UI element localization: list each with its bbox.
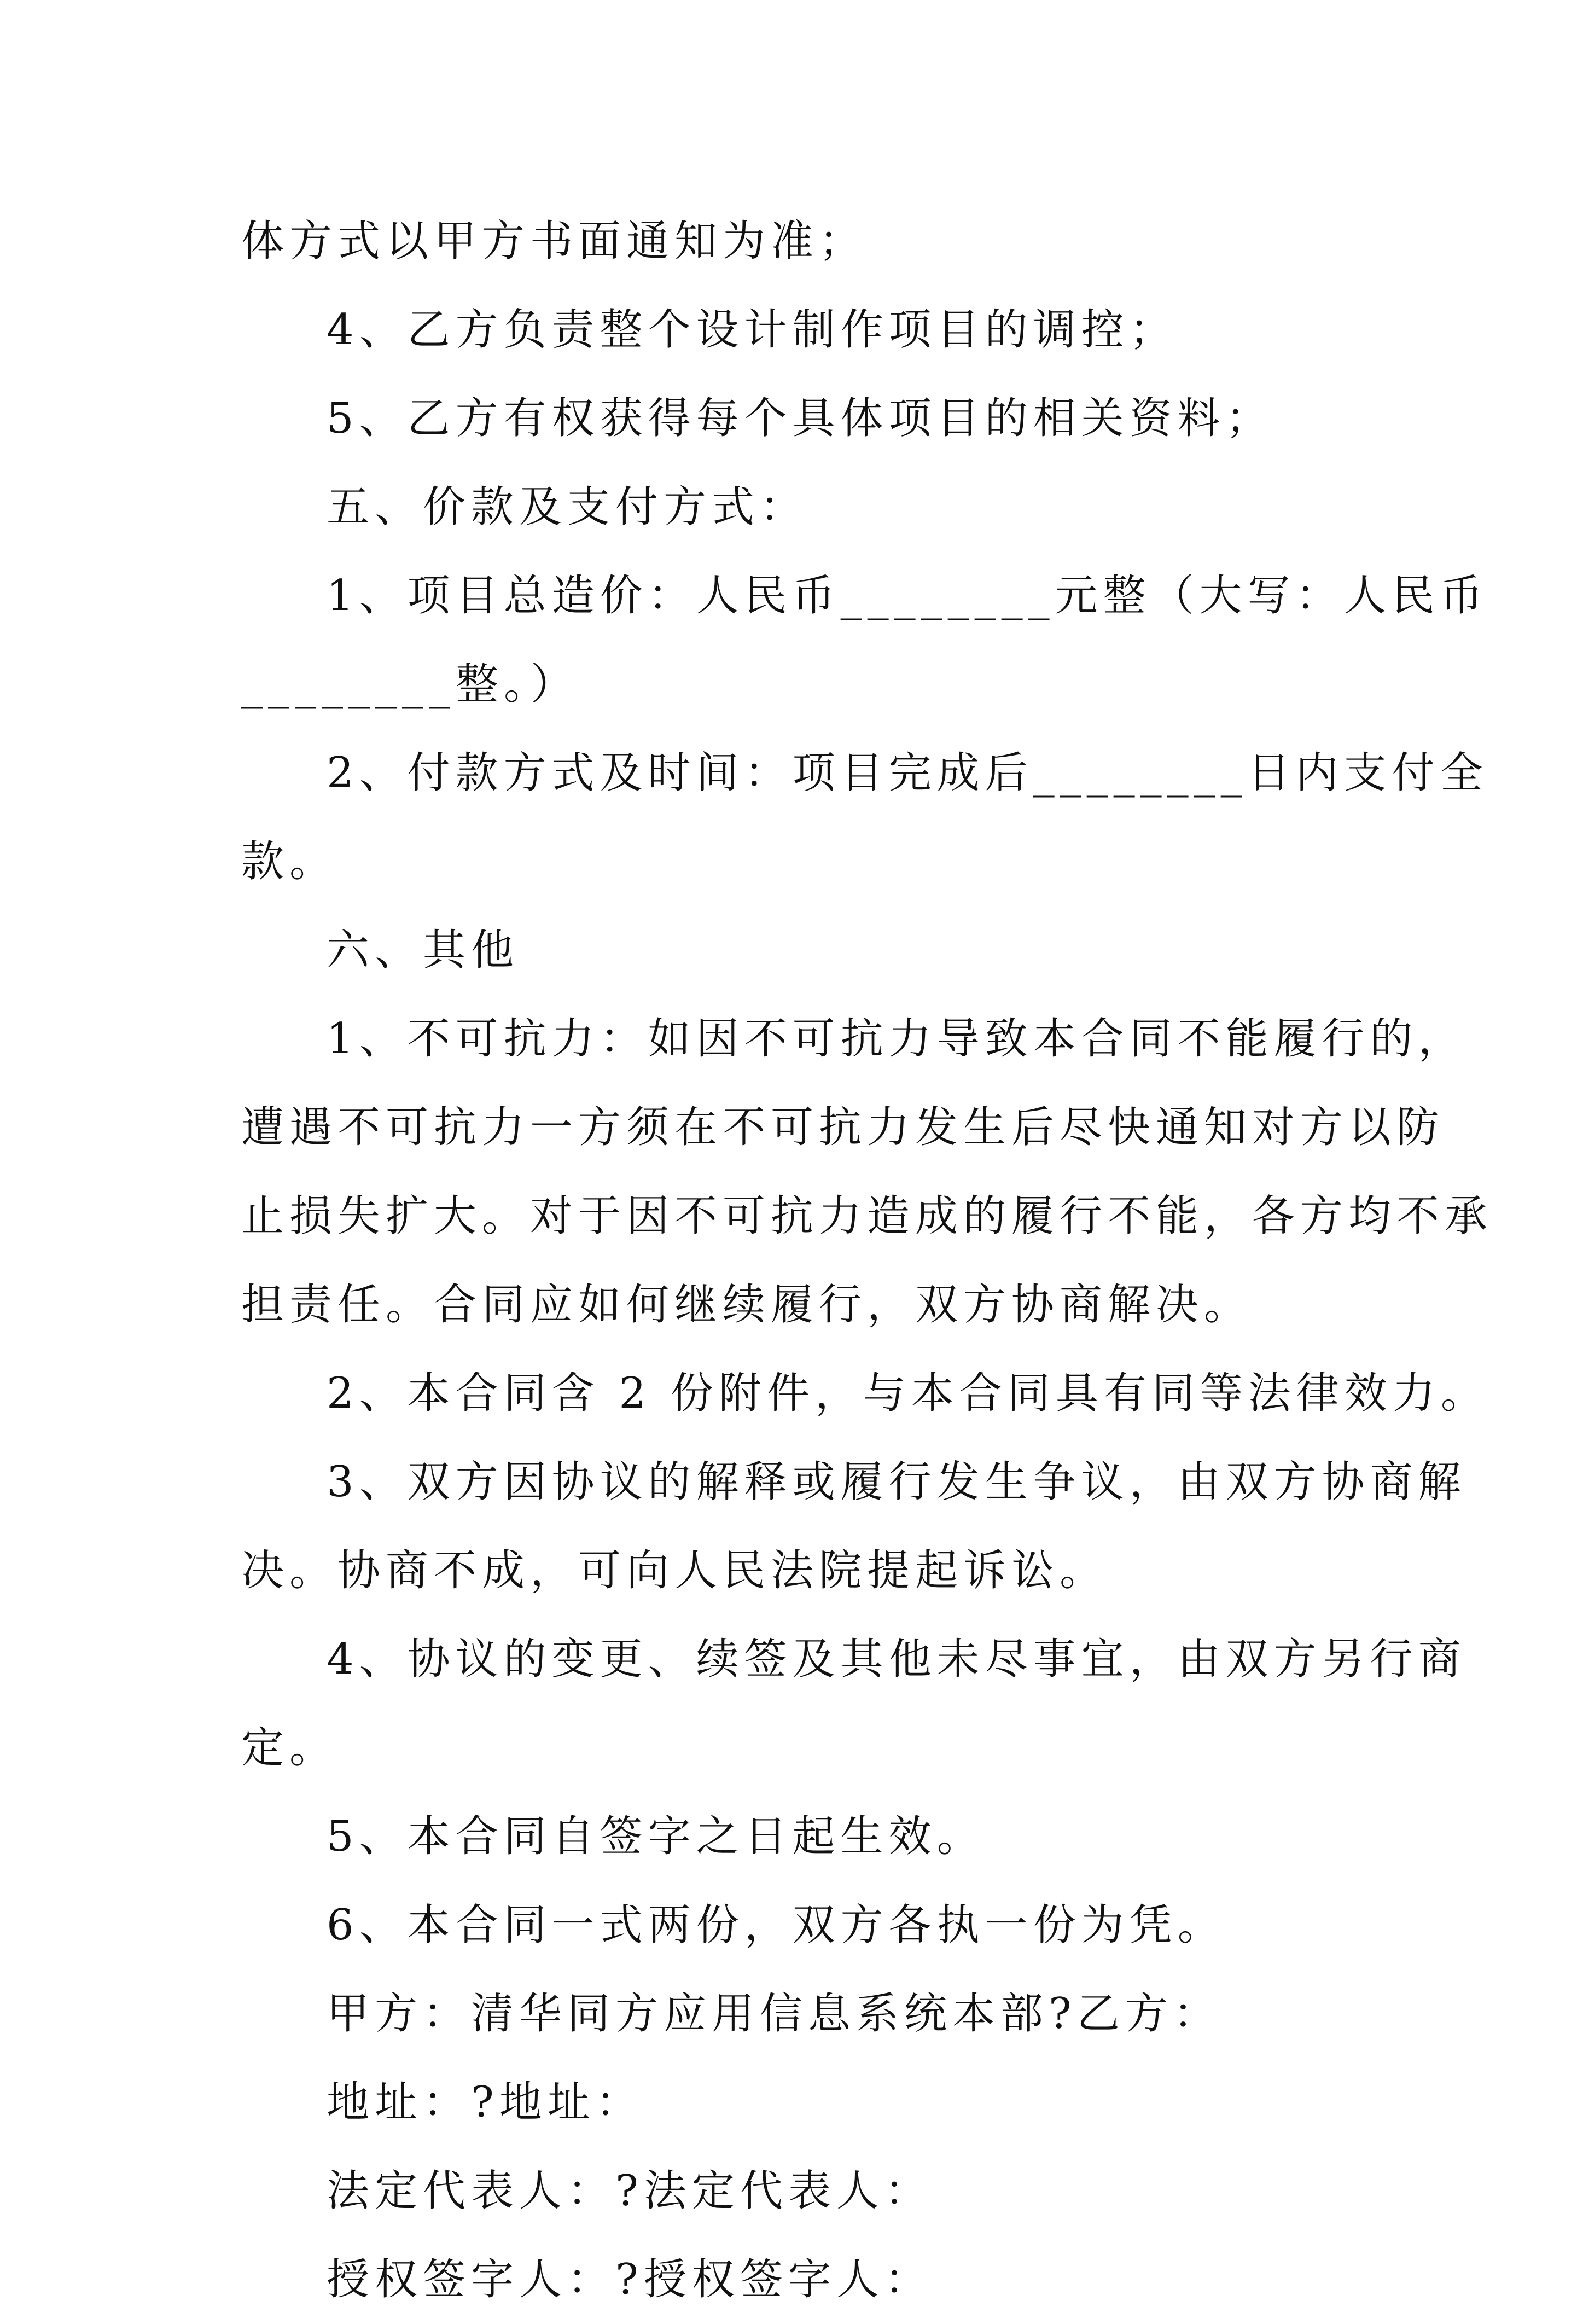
signature-party-line: 甲方：清华同方应用信息系统本部?乙方： <box>327 1989 1221 2038</box>
clause-force-majeure-line2: 遭遇不可抗力一方须在不可抗力发生后尽快通知对方以防 <box>241 1103 1445 1152</box>
clause-attachments: 2、本合同含 2 份附件，与本合同具有同等法律效力。 <box>327 1369 1489 1418</box>
clause-amendment-line1: 4、协议的变更、续签及其他未尽事宜，由双方另行商 <box>327 1635 1466 1684</box>
clause-total-price-line2: ________整。） <box>241 660 579 709</box>
clause-payment-line1: 2、付款方式及时间：项目完成后________日内支付全 <box>327 748 1488 798</box>
section-6-heading: 六、其他 <box>327 926 520 975</box>
signature-authorized-line: 授权签字人：?授权签字人： <box>327 2255 933 2304</box>
clause-amendment-line2: 定。 <box>241 1723 338 1773</box>
clause-force-majeure-line1: 1、不可抗力：如因不可抗力导致本合同不能履行的， <box>327 1014 1466 1064</box>
contract-text <box>241 197 1493 2324</box>
signature-legal-rep-line: 法定代表人：?法定代表人： <box>327 2166 933 2216</box>
clause-4-control: 4、乙方负责整个设计制作项目的调控； <box>327 305 1178 355</box>
clause-force-majeure-line3: 止损失扩大。对于因不可抗力造成的履行不能，各方均不承 <box>241 1192 1493 1241</box>
paragraph-continuation: 体方式以甲方书面通知为准； <box>241 217 868 266</box>
clause-payment-line2: 款。 <box>241 837 338 886</box>
clause-copies: 6、本合同一式两份，双方各执一份为凭。 <box>327 1901 1226 1950</box>
clause-dispute-line1: 3、双方因协议的解释或履行发生争议，由双方协商解 <box>327 1457 1466 1507</box>
clause-total-price-line1: 1、项目总造价：人民币________元整（大写：人民币 <box>327 571 1488 620</box>
signature-address-line: 地址：?地址： <box>327 2078 644 2127</box>
clause-dispute-line2: 决。协商不成，可向人民法院提起诉讼。 <box>241 1546 1108 1595</box>
clause-force-majeure-line4: 担责任。合同应如何继续履行，双方协商解决。 <box>241 1280 1253 1329</box>
section-5-heading: 五、价款及支付方式： <box>327 483 808 532</box>
clause-5-materials: 5、乙方有权获得每个具体项目的相关资料； <box>327 394 1274 443</box>
clause-effective: 5、本合同自签字之日起生效。 <box>327 1812 985 1861</box>
